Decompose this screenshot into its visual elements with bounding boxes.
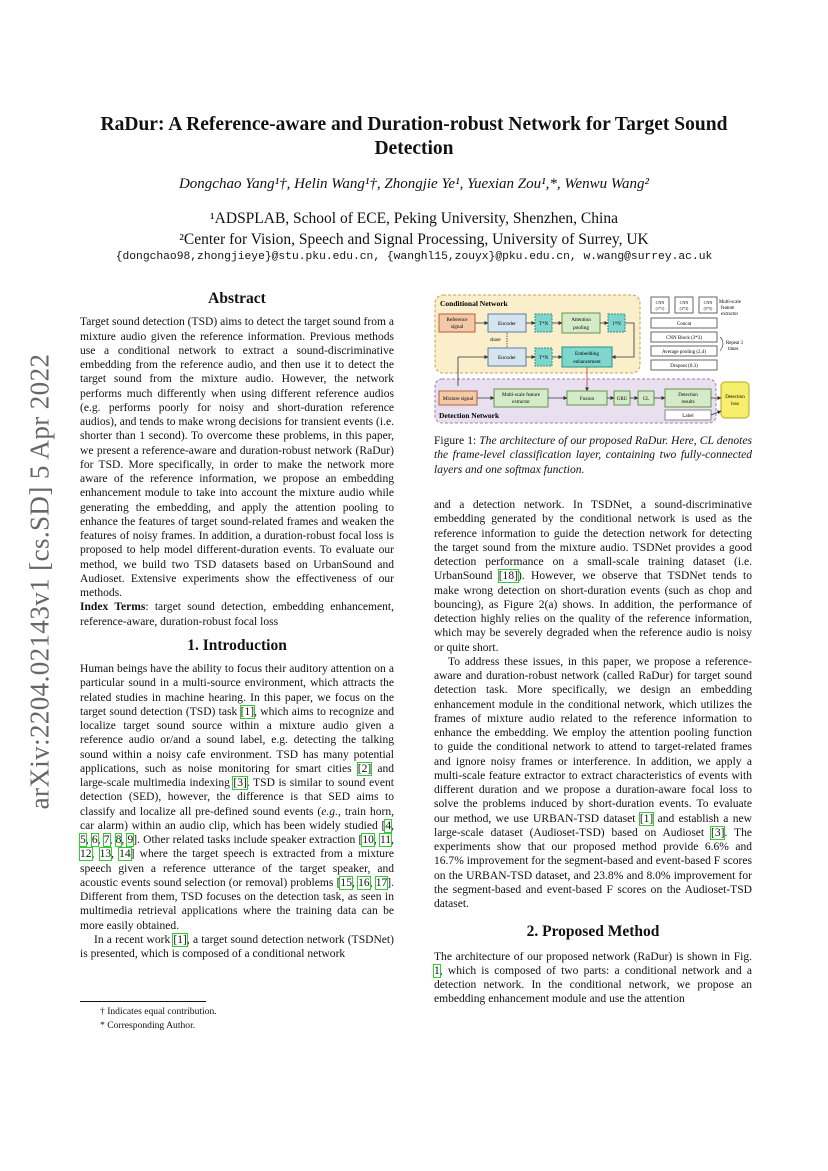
svg-text:Average pooling (2,4): Average pooling (2,4) xyxy=(662,350,706,355)
svg-text:signal: signal xyxy=(450,324,464,330)
author-emails: {dongchao98,zhongjieye}@stu.pku.edu.cn, {wanghl15,zouyx}@pku.edu.cn, w.wang@surrey.ac.uk xyxy=(115,251,713,263)
citation-link[interactable]: 7 xyxy=(103,834,110,846)
footnote-corresponding-author: * Corresponding Author. xyxy=(100,1020,196,1031)
svg-text:Mixture signal: Mixture signal xyxy=(442,396,474,402)
proposed-method-heading: 2. Proposed Method xyxy=(526,923,660,941)
svg-text:T*N: T*N xyxy=(538,356,549,361)
svg-text:CL: CL xyxy=(642,397,650,402)
citation-link[interactable]: 9 xyxy=(127,834,134,846)
svg-text:extractor: extractor xyxy=(721,312,739,317)
svg-text:CNN: CNN xyxy=(655,300,665,305)
svg-text:(3*3): (3*3) xyxy=(679,306,689,311)
citation-link[interactable]: [18] xyxy=(498,570,518,583)
detection-loss-box xyxy=(721,382,749,418)
right-column xyxy=(434,498,752,1007)
right-paragraph-1: and a detection network. In TSDNet, a sound-discriminative embedding generated by the conditional network is used as the reference information to guide the detection network for detecting the target sound from the mixture audio. TSDNet provides a good detection performance on a small-scale training dataset (i.e. UrbanSound [18]). However, we observe that TSDNet tends to make wrong detection on short-duration events (such as chop and bouncing), as Figure 2(a) shows. In addition, the performance of detection highly relies on the quality of the reference information, which may be severely degraded when the reference audio is noisy or quite short. xyxy=(434,499,752,654)
svg-text:CNN: CNN xyxy=(703,300,713,305)
detection-network-label: Detection Network xyxy=(439,411,500,420)
svg-text:GRU: GRU xyxy=(616,397,628,402)
svg-text:CNN: CNN xyxy=(679,300,689,305)
index-terms-label: Index Terms xyxy=(80,601,146,614)
svg-text:1*N: 1*N xyxy=(612,322,621,327)
citation-link[interactable]: 6 xyxy=(91,834,98,846)
citation-link[interactable]: 16 xyxy=(358,876,370,889)
svg-text:CNN Block (3*3): CNN Block (3*3) xyxy=(666,336,702,341)
share-label: share xyxy=(490,338,501,343)
svg-text:loss: loss xyxy=(731,402,739,407)
svg-text:Detection: Detection xyxy=(725,395,745,400)
author-list: Dongchao Yang¹†, Helin Wang¹†, Zhongjie Ye¹, Yuexian Zou¹,*, Wenwu Wang² xyxy=(178,176,650,192)
abstract-text xyxy=(80,315,394,629)
svg-text:Encoder: Encoder xyxy=(498,355,516,361)
figure-reference-link[interactable]: 1 xyxy=(434,964,440,977)
svg-text:Encoder: Encoder xyxy=(498,321,516,327)
intro-paragraph-2: In a recent work [1], a target sound detection network (TSDNet) is presented, which is composed of a conditional network xyxy=(80,933,394,960)
svg-text:feature: feature xyxy=(721,306,735,311)
right-paragraph-2: To address these issues, in this paper, we propose a reference-aware and duration-robust network (called RaDur) for target sound detection task. More specifically, we design an embedding enhancement module in the conditional network, which utilizes the frames of mixture audio related to the reference information to enhance the embedding. We employ the attention pooling function to guide the conditional network to attend to target-related frames and ignore noisy frames or interference. In addition, we apply a multi-scale feature extractor to extract characteristics of events with different duration and we propose a duration-aware focal loss to solve the problems induced by short-duration events. To evaluate our method, we use URBAN-TSD dataset [1] and establish a new large-scale dataset (Audioset-TSD) based on Audioset [3]. The experiments show that our proposed method provide 6.6% and 16.7% improvement for the segment-based and event-based F scores on the URBAN-TSD dataset, and 23.8% and 8.0% improvement for the segment-based and event-based F scores on the Audioset-TSD dataset. xyxy=(434,655,752,910)
citation-link[interactable]: [1] xyxy=(639,812,654,825)
svg-text:Repeat 3: Repeat 3 xyxy=(726,341,743,346)
svg-text:results: results xyxy=(681,400,695,405)
svg-text:(5*5): (5*5) xyxy=(703,306,713,311)
citation-link[interactable]: 5 xyxy=(80,834,86,846)
architecture-figure xyxy=(434,293,752,427)
svg-text:Dropout (0.3): Dropout (0.3) xyxy=(670,364,698,369)
introduction-heading: 1. Introduction xyxy=(187,636,287,654)
svg-text:Fusion: Fusion xyxy=(579,396,595,402)
reference-signal-label: Reference xyxy=(446,317,468,323)
svg-text:Multi-scale: Multi-scale xyxy=(719,300,741,305)
footnote-rule xyxy=(80,1001,206,1002)
abstract-body: Target sound detection (TSD) aims to detect the target sound from a mixture audio given the reference information. Previous methods use a conditional network to extract a sound-discriminative embedding from the reference audio, and then use it to detect the target sound from the mixture audio. However, the network performs much differently when using different reference audios (e.g. performs poorly for noisy and short-duration reference audios), and tends to make wrong decisions for transient events (i.e. shorter than 1 second). To overcome these problems, in this paper, we present a reference-aware and duration-robust network (RaDur) for TSD. More specifically, in order to make the network more aware of the reference information, we propose an embedding enhancement module to take into account the mixture audio while generating the embedding, and apply the attention pooling to enhance the features of target sound-related frames and weaken the features of noisy frames. In addition, a duration-robust focal loss is proposed to help model different-duration events. To evaluate our method, we build two TSD datasets based on UrbanSound and Audioset. Extensive experiments show the effectiveness of our methods. xyxy=(80,316,394,599)
paper-title: RaDur: A Reference-aware and Duration-robust Network for Target Sound Detection xyxy=(100,114,728,159)
citation-link[interactable]: [2] xyxy=(357,762,372,775)
svg-text:Concat: Concat xyxy=(676,322,692,327)
abstract-heading: Abstract xyxy=(208,290,266,307)
citation-link[interactable]: 13 xyxy=(99,848,112,861)
figure-caption xyxy=(434,434,752,477)
citation-link[interactable]: 8 xyxy=(115,834,122,846)
affiliation-2: ²Center for Vision, Speech and Signal Processing, University of Surrey, UK xyxy=(179,231,649,248)
svg-text:Multi-scale feature: Multi-scale feature xyxy=(502,393,540,398)
svg-text:times: times xyxy=(728,347,739,352)
citation-link[interactable]: 14 xyxy=(119,848,131,861)
citation-link[interactable]: 17 xyxy=(375,876,388,889)
svg-text:Label: Label xyxy=(682,414,694,419)
figure-caption-text: The architecture of our proposed RaDur. Here, CL denotes the frame-level classification layer, containing two fully-connected layers and one softmax function. xyxy=(434,435,752,476)
svg-text:Detection: Detection xyxy=(678,393,698,398)
citation-link[interactable]: [3] xyxy=(711,826,725,839)
citation-link[interactable]: 12 xyxy=(80,848,92,861)
svg-text:Embedding: Embedding xyxy=(575,351,599,357)
citation-link[interactable]: 15 xyxy=(340,876,352,889)
conditional-network-label: Conditional Network xyxy=(440,299,508,308)
svg-text:T*N: T*N xyxy=(538,322,549,327)
svg-text:extractor: extractor xyxy=(512,400,530,405)
right-paragraph-3: The architecture of our proposed network (RaDur) is shown in Fig. 1, which is composed of two parts: a conditional network and a detection network. In the conditional network, we propose an embedding enhancement module and use the attention xyxy=(434,950,752,1006)
citation-link[interactable]: [1] xyxy=(173,933,187,946)
affiliation-1: ¹ADSPLAB, School of ECE, Peking University, Shenzhen, China xyxy=(210,210,618,227)
arxiv-identifier-stamp: arXiv:2204.02143v1 [cs.SD] 5 Apr 2022 xyxy=(24,353,55,810)
svg-text:Attention: Attention xyxy=(571,317,591,323)
citation-link[interactable]: 4 xyxy=(385,819,392,832)
index-terms: : target sound detection, embedding enhancement, reference-aware, duration-robust focal loss xyxy=(80,601,394,628)
citation-link[interactable]: [3] xyxy=(233,777,247,789)
left-column xyxy=(80,292,394,961)
citation-link[interactable]: 10 xyxy=(362,834,374,846)
figure-caption-label: Figure 1: xyxy=(434,435,480,447)
intro-paragraph-1: Human beings have the ability to focus their auditory attention on a particular sound in a multi-source environment, which attracts the related studies in machine hearing. In this paper, we focus on the target sound detection (TSD) task [1], which aims to recognize and localize target sound source within a mixture audio given a reference audio or/and a sound label, e.g. detecting the talking sound within a noisy cafe environment. TSD has many potential applications, such as noise monitoring for smart cities [2] and large-scale multimedia indexing [3]. TSD is similar to sound event detection (SED), however, the difference is that SED aims to classify and localize all pre-defined sound events (e.g., train horn, car alarm) within an audio clip, which has been widely studied [4, 5, 6, 7, 8, 9]. Other related tasks include speaker extraction [10, 11, 12, 13, 14] where the target speech is extracted from a mixture speech given a reference utterance of the target speaker, and acoustic events sound selection (or removal) problems [15, 16, 17]. Different from them, TSD focuses on the detection task, as seen in multimedia retrieval applications where the training data can be more easily obtained. xyxy=(80,663,395,932)
footnote-equal-contribution: † Indicates equal contribution. xyxy=(100,1006,217,1017)
citation-link[interactable]: 11 xyxy=(379,834,392,846)
svg-text:(1*1): (1*1) xyxy=(655,306,665,311)
svg-text:pooling: pooling xyxy=(573,325,589,331)
citation-link[interactable]: [1] xyxy=(240,705,255,718)
svg-text:enhancement: enhancement xyxy=(573,359,601,365)
